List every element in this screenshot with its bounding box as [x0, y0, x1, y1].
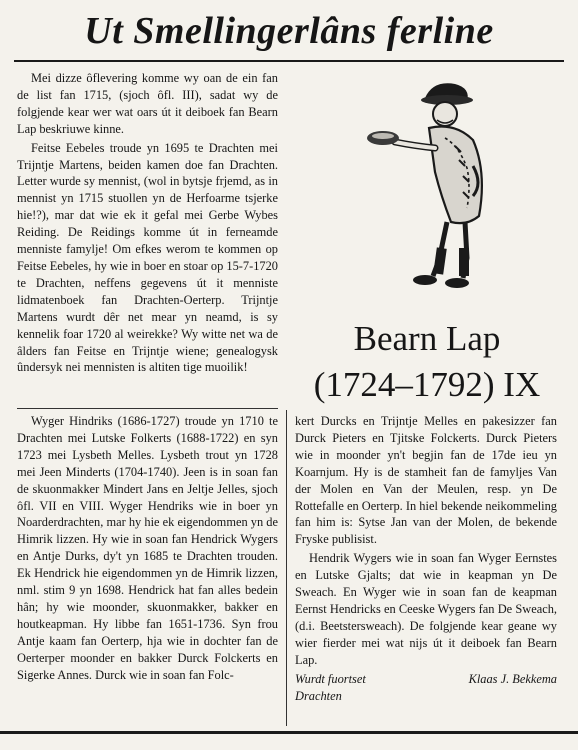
continued-note: Wurdt fuortset	[295, 671, 366, 686]
paragraph: Mei dizze ôflevering komme wy oan de ein fan de list fan 1715, (sjoch ôfl. III), sadat wy de folgjende kear wer wat oars út it deiboek fan Bearn Lap beskriuwe kinne.	[17, 71, 278, 136]
section-divider	[17, 408, 278, 409]
paragraph: Wyger Hindriks (1686-1727) troude yn 1710 te Drachten mei Lutske Folkerts (1688-1722) en syn 1723 mei Lysbeth Melles. Lysbeth trout yn 1728 mei Jeen Minderts (1704-1740). Jeen is in soan fan de skuonmakker Mindert Jans en Jeltje Jelles, sjoch ôfl. VII en VIII. Wyger Hendriks wie in boer yn Noarderdrachten, mar hy hie ek eigendommen yn de Himrik lizzen. Hy wie in soan fan Hendrick Wygers en Antje Durks, dy't yn 1685 te Drachten trouden. Ek Hendrick hie eigendommen yn de Himrik lizzen, nml. stim 9 yn 1698. Hendrick hat fan alles bedein hân; hy wie moonder, skuonmakker, bakker en houtkeapman. Hy libbe fan 1651-1736. Syn frou Antje kaam fan Oerterp, hja wie in dochter fan de Oerterper moonder en bakker Durck Folckerts en Sigerke Annes. Durck wie in soan fan Folc-	[17, 414, 278, 682]
paragraph: Hendrik Wygers wie in soan fan Wyger Eernstes en Lutske Gjalts; dat wie in keapman yn De Sweach. En Wyger wie in soan fan de keapman Eernst Hendricks en Ceeske Wygers fan De Sweach, (d.i. Beetstersweach). De folgjende kear geane wy wier fierder mei wat nijs út it deiboek fan Bearn Lap.	[295, 551, 557, 667]
column-divider	[286, 410, 287, 726]
paragraph: Feitse Eebeles troude yn 1695 te Drachten mei Trijntje Martens, beiden kamen doe fan Drachten. Letter wurde sy mennist, (wol in bytsje frjemd, as in mennist yn 1715 stuollen yn de Herfoarme tsjerke hie!?), mar dat wie ek it gefal mei Gerbe Wybes Reiding. De Reidings komme út in ferneamde menniste famylje! Om efkes werom te kommen op Feitse Eebeles, hy wie in boer en stoar op 15-7-1720 te Drachten, neffens gegevens út it menniste lidmatenboek fan Drachten-Oerterp. Trijntje Martens wurdt dêr net mear yn neamd, is sy kennelik foar 1720 al weirekke? Wy witte net wa de âlders fan Feitse en Trijntje wiene; genealogysk ûndersyk nei mennisten is altiten tige muoilik!	[17, 140, 278, 375]
article-title: Ut Smellingerlâns ferline	[84, 10, 494, 52]
left-column-bottom	[17, 413, 278, 684]
bearn-lap-illustration	[355, 76, 505, 306]
right-column-bottom	[295, 413, 557, 704]
heading-years: (1724–1792) IX	[313, 365, 541, 404]
left-column-top	[17, 70, 278, 376]
author-name: Klaas J. Bekkema	[468, 671, 557, 686]
heading-name: Bearn Lap	[353, 319, 501, 358]
author-city: Drachten	[295, 688, 342, 703]
paragraph: kert Durcks en Trijntje Melles en pakesizzer fan Durck Pieters en Tjitske Folckerts. Durck Pieters wie in moonder yn't begjin fan de 17de ieu yn Koarnjum. Hy is de stamheit fan de famyljes Van der Molen en Van der Meulen, resp. yn De Rottefalle en Oerterp. In hiel bekende neikommeling fan him is: Sytse Jan van der Molen, de bekende Fryske publisist.	[295, 414, 557, 547]
bottom-rule	[0, 731, 578, 734]
signoff	[295, 671, 557, 688]
title-rule	[14, 60, 564, 62]
